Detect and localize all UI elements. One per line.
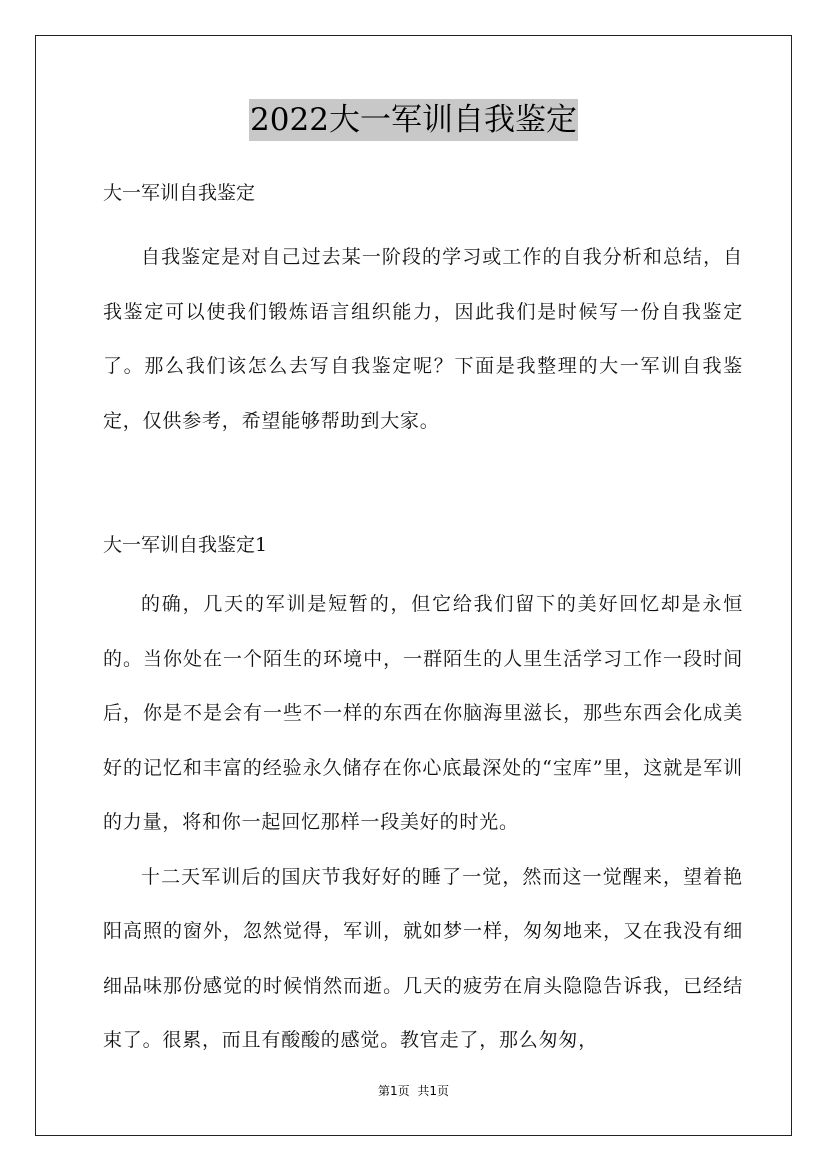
section1-paragraph: 的确，几天的军训是短暂的，但它给我们留下的美好回忆却是永恒的。当你处在一个陌生的环境中，一群陌生的人里生活学习工作一段时间后，你是不是会有一些不一样的东西在你脑海里滋长，那些东西会化成美好的记忆和丰富的经验永久储存在你心底最深处的“宝库”里，这就是军训的力量，将和你一起回忆那样一段美好的时光。 bbox=[103, 593, 743, 833]
section-spacer bbox=[103, 448, 743, 528]
section1-heading: 大一军训自我鉴定1 bbox=[103, 534, 268, 556]
document-title: 2022大一军训自我鉴定 bbox=[249, 99, 578, 141]
document-body bbox=[103, 176, 743, 1068]
intro-heading: 大一军训自我鉴定 bbox=[103, 182, 256, 204]
page-number: 第1页 bbox=[378, 1084, 410, 1098]
page-total: 共1页 bbox=[417, 1084, 449, 1098]
section1-paragraph: 十二天军训后的国庆节我好好的睡了一觉，然而这一觉醒来，望着艳阳高照的窗外，忽然觉得，军训，就如梦一样，匆匆地来，又在我没有细细品味那份感觉的时候悄然而逝。几天的疲劳在肩头隐隐告诉我，已经结束了。很累，而且有酸酸的感觉。教官走了，那么匆匆， bbox=[103, 865, 743, 1051]
title-area bbox=[0, 99, 827, 141]
page-footer bbox=[0, 1083, 827, 1099]
intro-paragraph: 自我鉴定是对自己过去某一阶段的学习或工作的自我分析和总结，自我鉴定可以使我们锻炼语言组织能力，因此我们是时候写一份自我鉴定了。那么我们该怎么去写自我鉴定呢？下面是我整理的大一军训自我鉴定，仅供参考，希望能够帮助到大家。 bbox=[103, 246, 743, 432]
